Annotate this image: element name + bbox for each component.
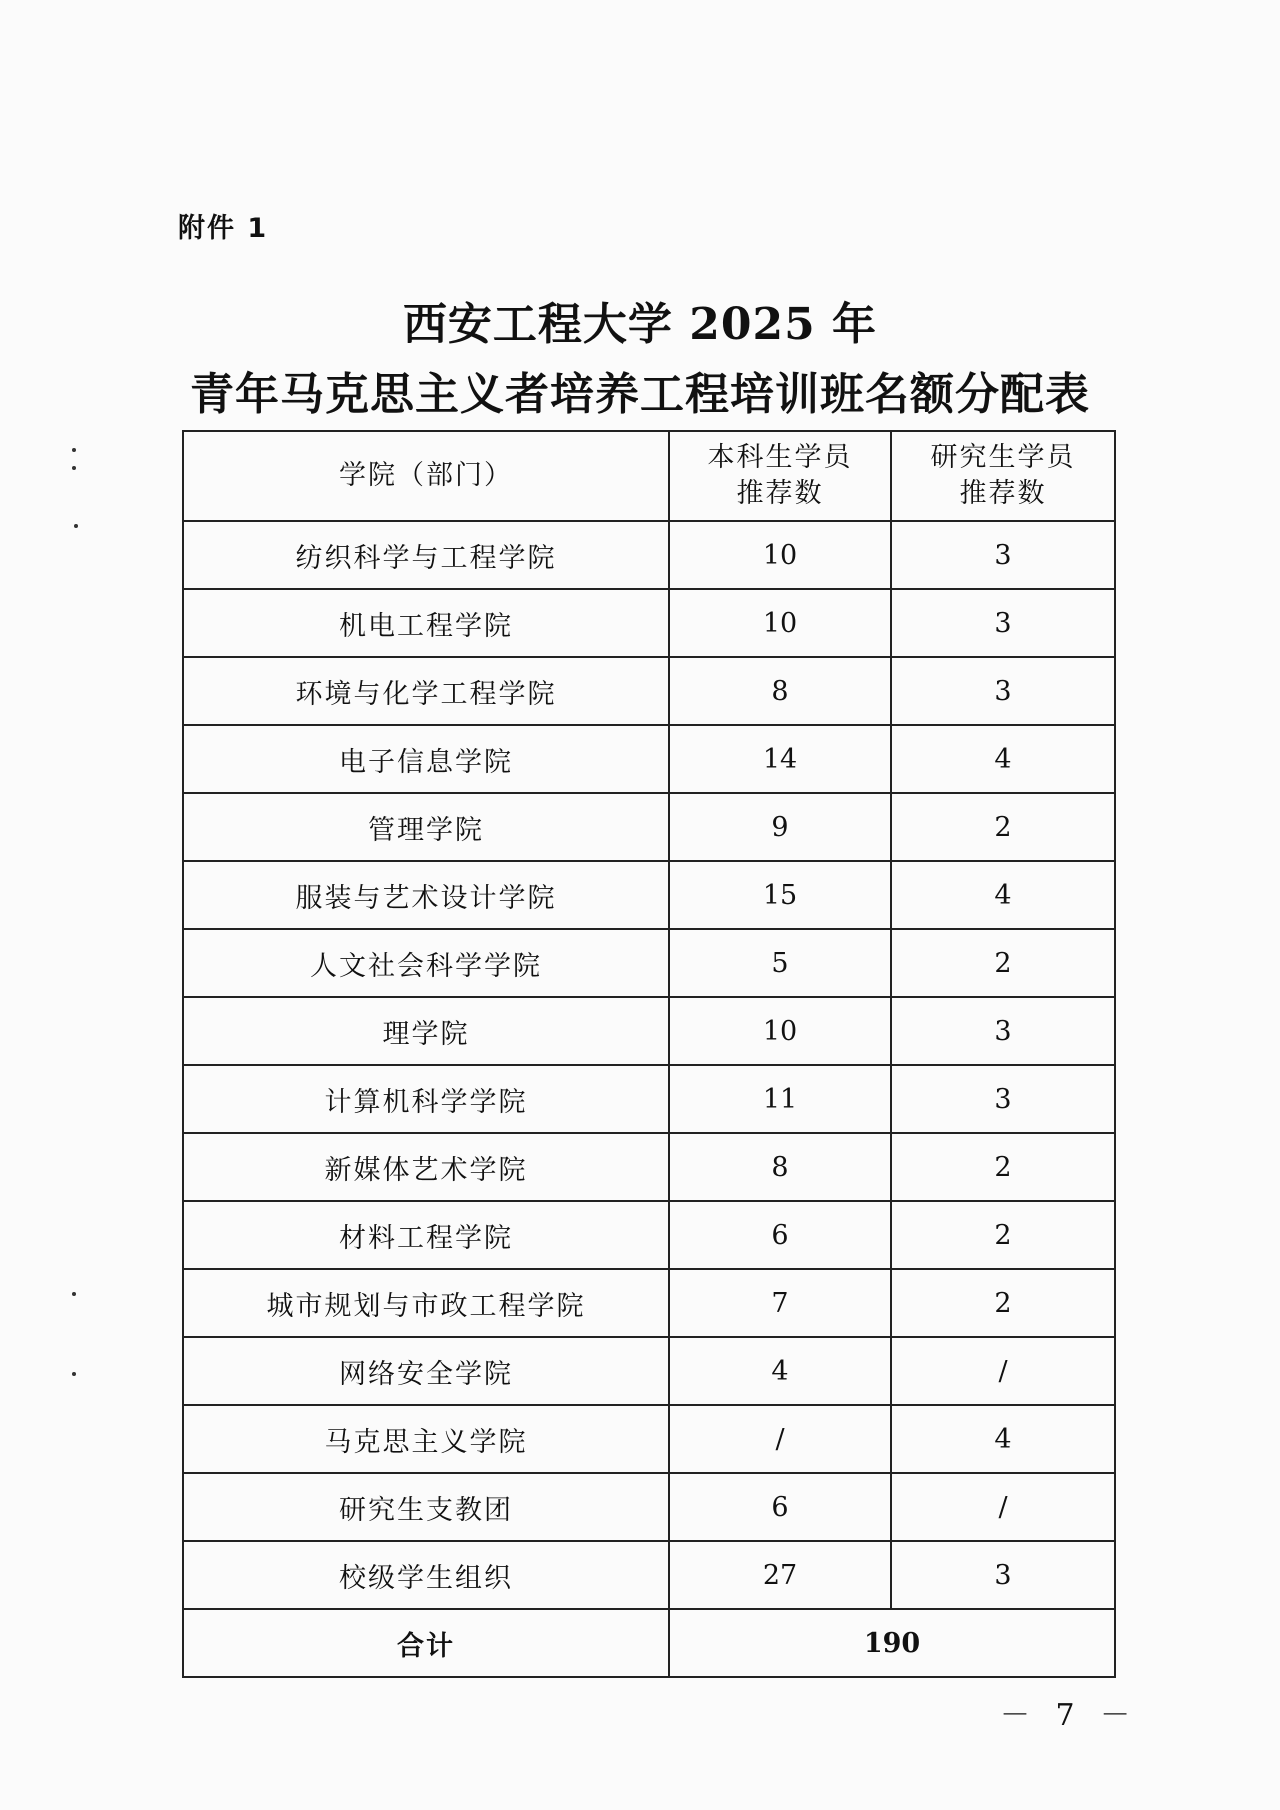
cell-grad-count: 3 [891,521,1115,589]
cell-department: 网络安全学院 [183,1337,669,1405]
header-grad-line1: 研究生学员 [930,442,1076,473]
table-row [183,1269,1115,1337]
cell-grad-count: 4 [891,725,1115,793]
cell-undergrad-count: 27 [669,1541,891,1609]
cell-grad-count: 2 [891,1269,1115,1337]
cell-undergrad-count: 15 [669,861,891,929]
cell-undergrad-count: 5 [669,929,891,997]
table-row [183,1405,1115,1473]
cell-department: 纺织科学与工程学院 [183,521,669,589]
cell-grad-count: 3 [891,997,1115,1065]
header-undergrad-count [669,431,891,521]
cell-undergrad-count: 10 [669,521,891,589]
cell-undergrad-count: 14 [669,725,891,793]
page-number: － 7 － [1000,1698,1139,1733]
table-row [183,1201,1115,1269]
cell-grad-count: 2 [891,1201,1115,1269]
cell-undergrad-count: 10 [669,997,891,1065]
cell-undergrad-count: 9 [669,793,891,861]
header-grad-count [891,431,1115,521]
cell-undergrad-count: 8 [669,657,891,725]
cell-department: 材料工程学院 [183,1201,669,1269]
cell-department: 马克思主义学院 [183,1405,669,1473]
cell-department: 环境与化学工程学院 [183,657,669,725]
cell-grad-count: 4 [891,1405,1115,1473]
table-row [183,1337,1115,1405]
header-undergrad-line1: 本科生学员 [707,442,853,473]
cell-grad-count: 2 [891,1133,1115,1201]
cell-department: 机电工程学院 [183,589,669,657]
cell-undergrad-count: 10 [669,589,891,657]
total-value: 190 [669,1609,1115,1677]
cell-department: 研究生支教团 [183,1473,669,1541]
cell-department: 城市规划与市政工程学院 [183,1269,669,1337]
total-label: 合计 [183,1609,669,1677]
cell-department: 理学院 [183,997,669,1065]
header-department: 学院（部门） [183,431,669,521]
table-row [183,997,1115,1065]
document-title-line1: 西安工程大学 2025 年 [402,299,878,350]
cell-department: 人文社会科学学院 [183,929,669,997]
table-row [183,521,1115,589]
cell-grad-count: 2 [891,793,1115,861]
table-header-row [183,431,1115,521]
cell-undergrad-count: 6 [669,1201,891,1269]
cell-grad-count: / [891,1337,1115,1405]
scan-speck [72,448,76,452]
cell-undergrad-count: 8 [669,1133,891,1201]
table-row [183,725,1115,793]
table-row [183,1541,1115,1609]
scan-speck [74,524,78,528]
cell-department: 计算机科学学院 [183,1065,669,1133]
table-row [183,929,1115,997]
cell-grad-count: 3 [891,1065,1115,1133]
scan-speck [72,1292,76,1296]
cell-undergrad-count: 6 [669,1473,891,1541]
cell-grad-count: 2 [891,929,1115,997]
cell-undergrad-count: 11 [669,1065,891,1133]
cell-department: 管理学院 [183,793,669,861]
table-row [183,657,1115,725]
scan-speck [72,466,76,470]
table-row [183,861,1115,929]
cell-department: 新媒体艺术学院 [183,1133,669,1201]
header-undergrad-line2: 推荐数 [736,478,824,509]
cell-undergrad-count: 7 [669,1269,891,1337]
cell-department: 服装与艺术设计学院 [183,861,669,929]
cell-department: 电子信息学院 [183,725,669,793]
attachment-label: 附件 1 [178,213,269,244]
table-body [183,521,1115,1609]
cell-department: 校级学生组织 [183,1541,669,1609]
table-row [183,1133,1115,1201]
table-row [183,793,1115,861]
table-total-row [183,1609,1115,1677]
cell-grad-count: 3 [891,1541,1115,1609]
scan-speck [72,1372,76,1376]
cell-grad-count: 4 [891,861,1115,929]
cell-undergrad-count: / [669,1405,891,1473]
cell-grad-count: 3 [891,657,1115,725]
cell-undergrad-count: 4 [669,1337,891,1405]
document-title-line2: 青年马克思主义者培养工程培训班名额分配表 [190,369,1090,420]
header-grad-line2: 推荐数 [959,478,1047,509]
table-row [183,589,1115,657]
table-row [183,1473,1115,1541]
cell-grad-count: / [891,1473,1115,1541]
cell-grad-count: 3 [891,589,1115,657]
table-row [183,1065,1115,1133]
quota-allocation-table [182,430,1116,1678]
